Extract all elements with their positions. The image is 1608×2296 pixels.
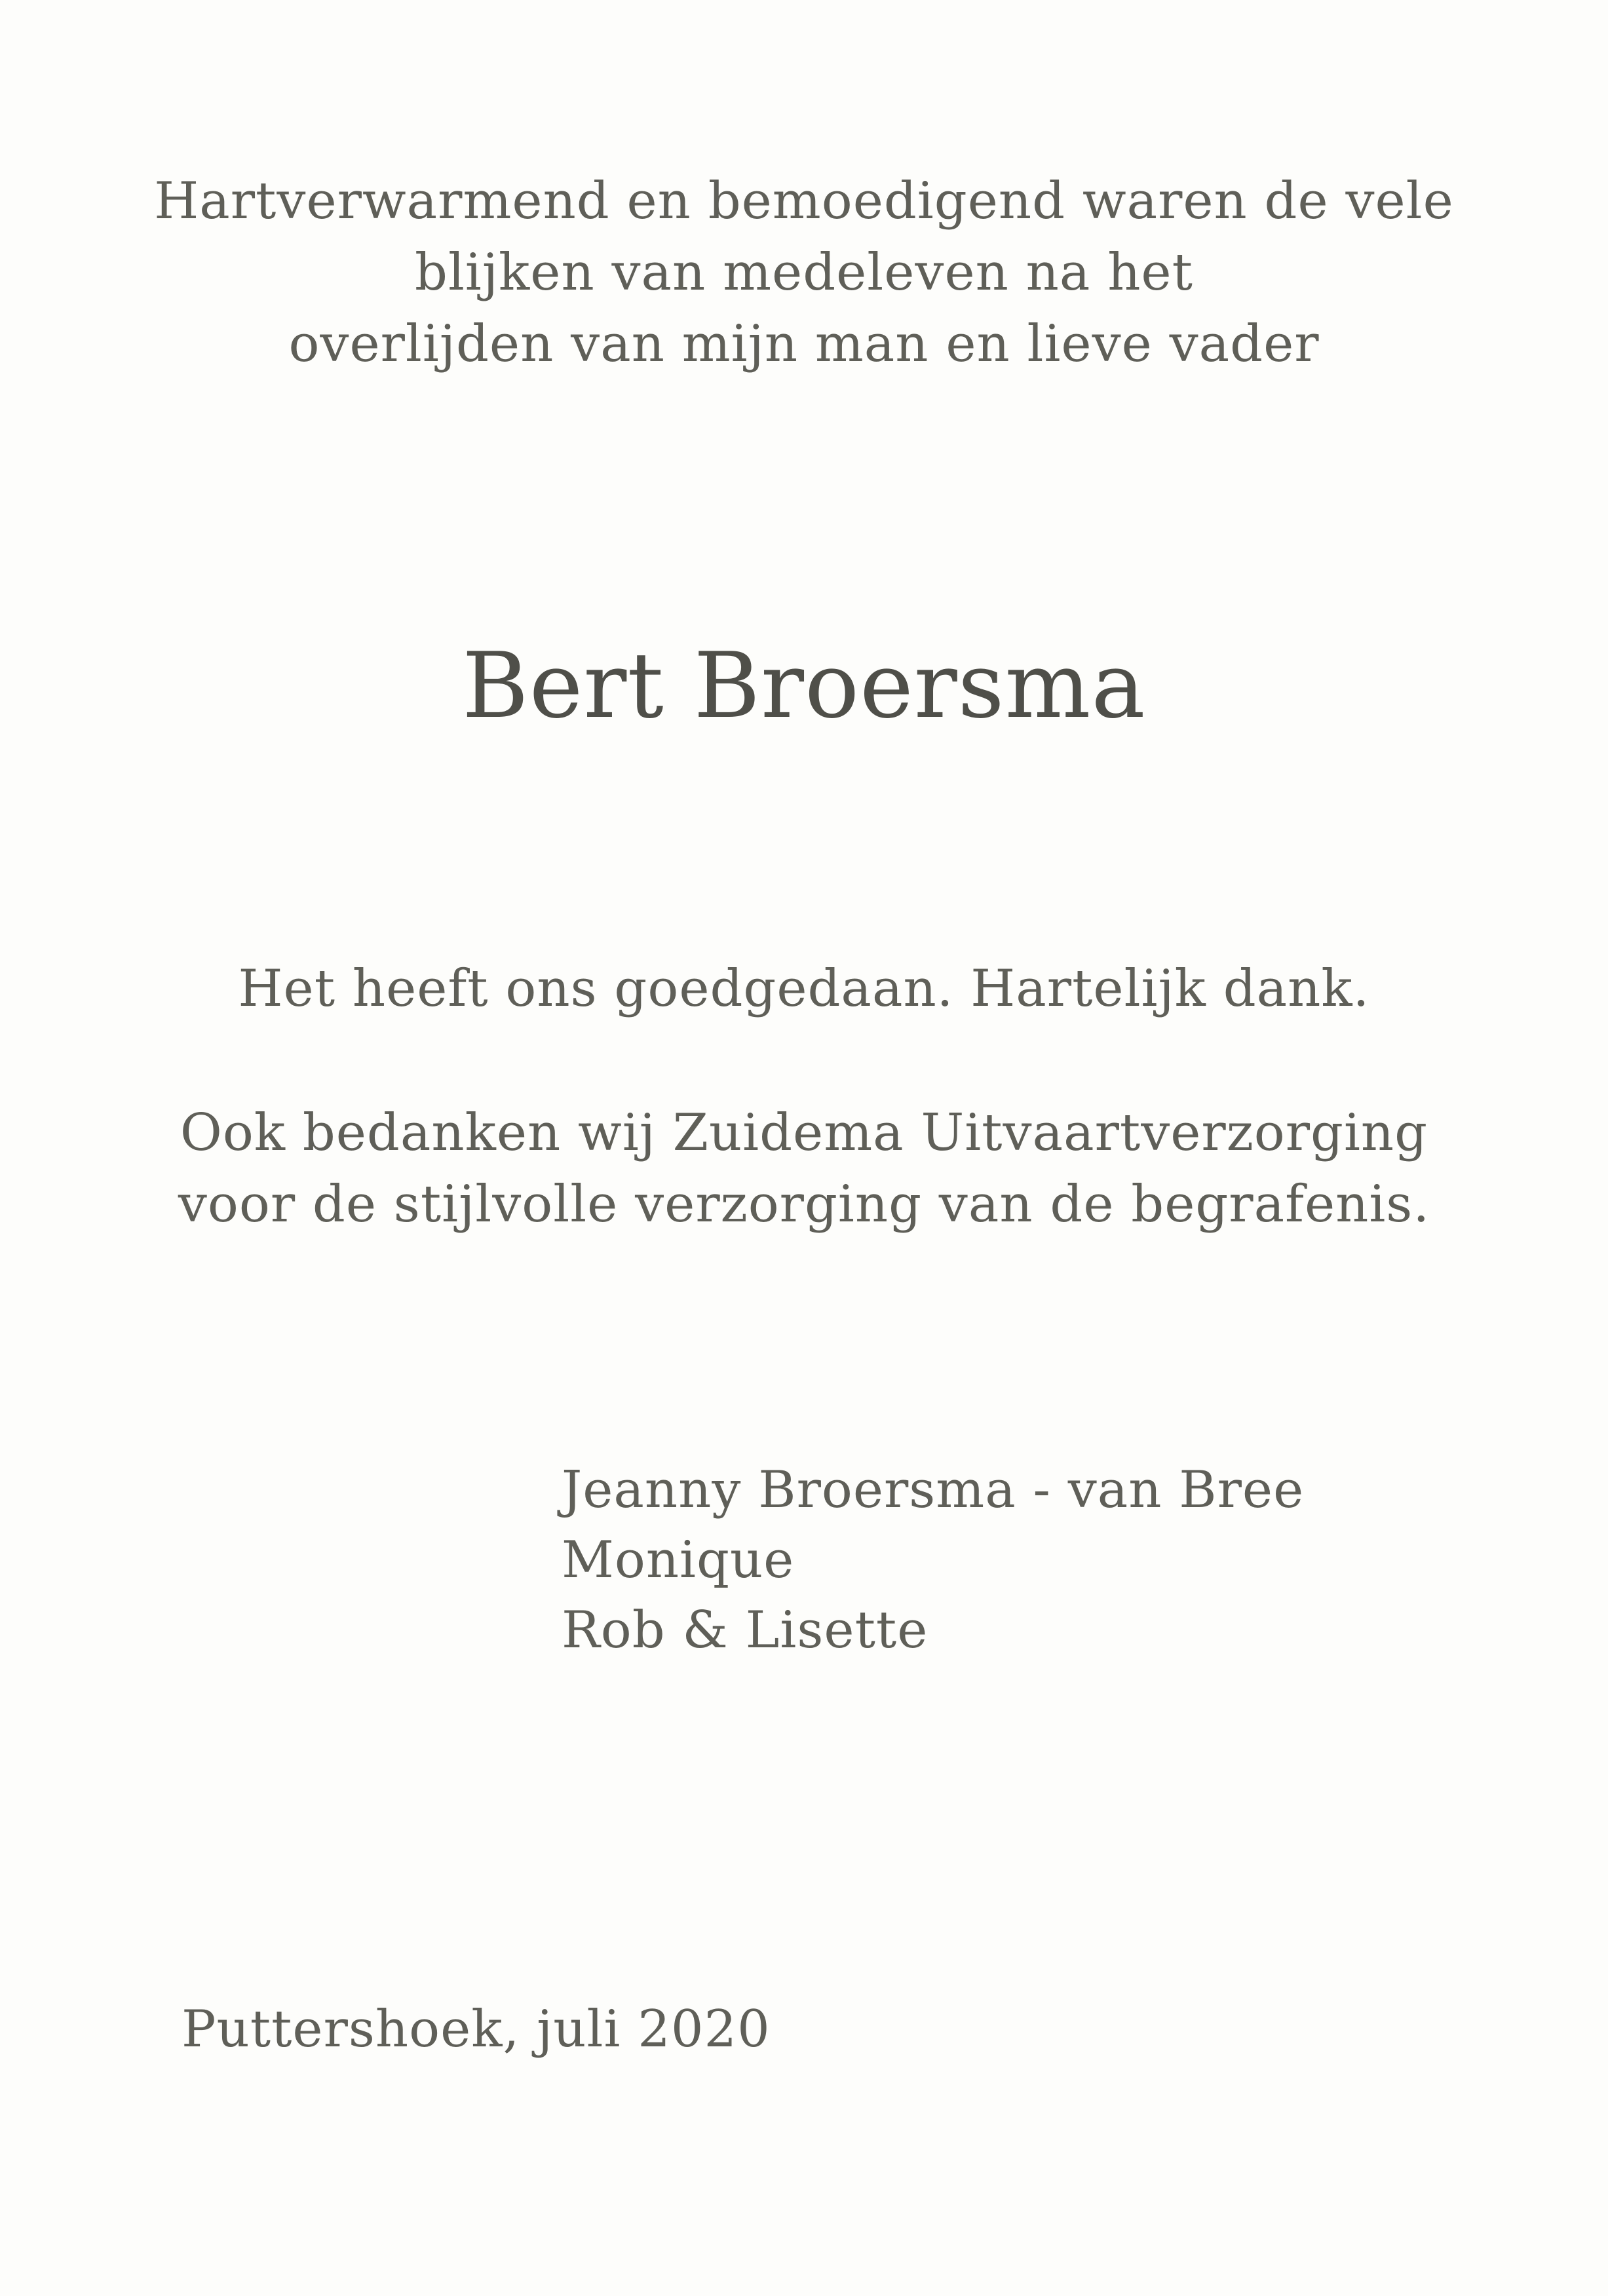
thanks-line-1: Het heeft ons goedgedaan. Hartelijk dank.: [238, 959, 1370, 1018]
signatory-1: Jeanny Broersma - van Bree: [562, 1461, 1305, 1520]
thanks-line-3: voor de stijlvolle verzorging van de begrafenis.: [178, 1175, 1430, 1234]
place-date: Puttershoek, juli 2020: [182, 2000, 771, 2059]
intro-line-1: Hartverwarmend en bemoedigend waren de vele: [154, 172, 1454, 231]
intro-line-3: overlijden van mijn man en lieve vader: [288, 315, 1320, 373]
intro-line-2: blijken van medeleven na het: [415, 243, 1193, 302]
thanks-line-2: Ook bedanken wij Zuidema Uitvaartverzorging: [180, 1103, 1428, 1162]
signatory-3: Rob & Lisette: [562, 1601, 928, 1660]
signatory-2: Monique: [562, 1531, 795, 1590]
deceased-name: Bert Broersma: [462, 633, 1146, 738]
